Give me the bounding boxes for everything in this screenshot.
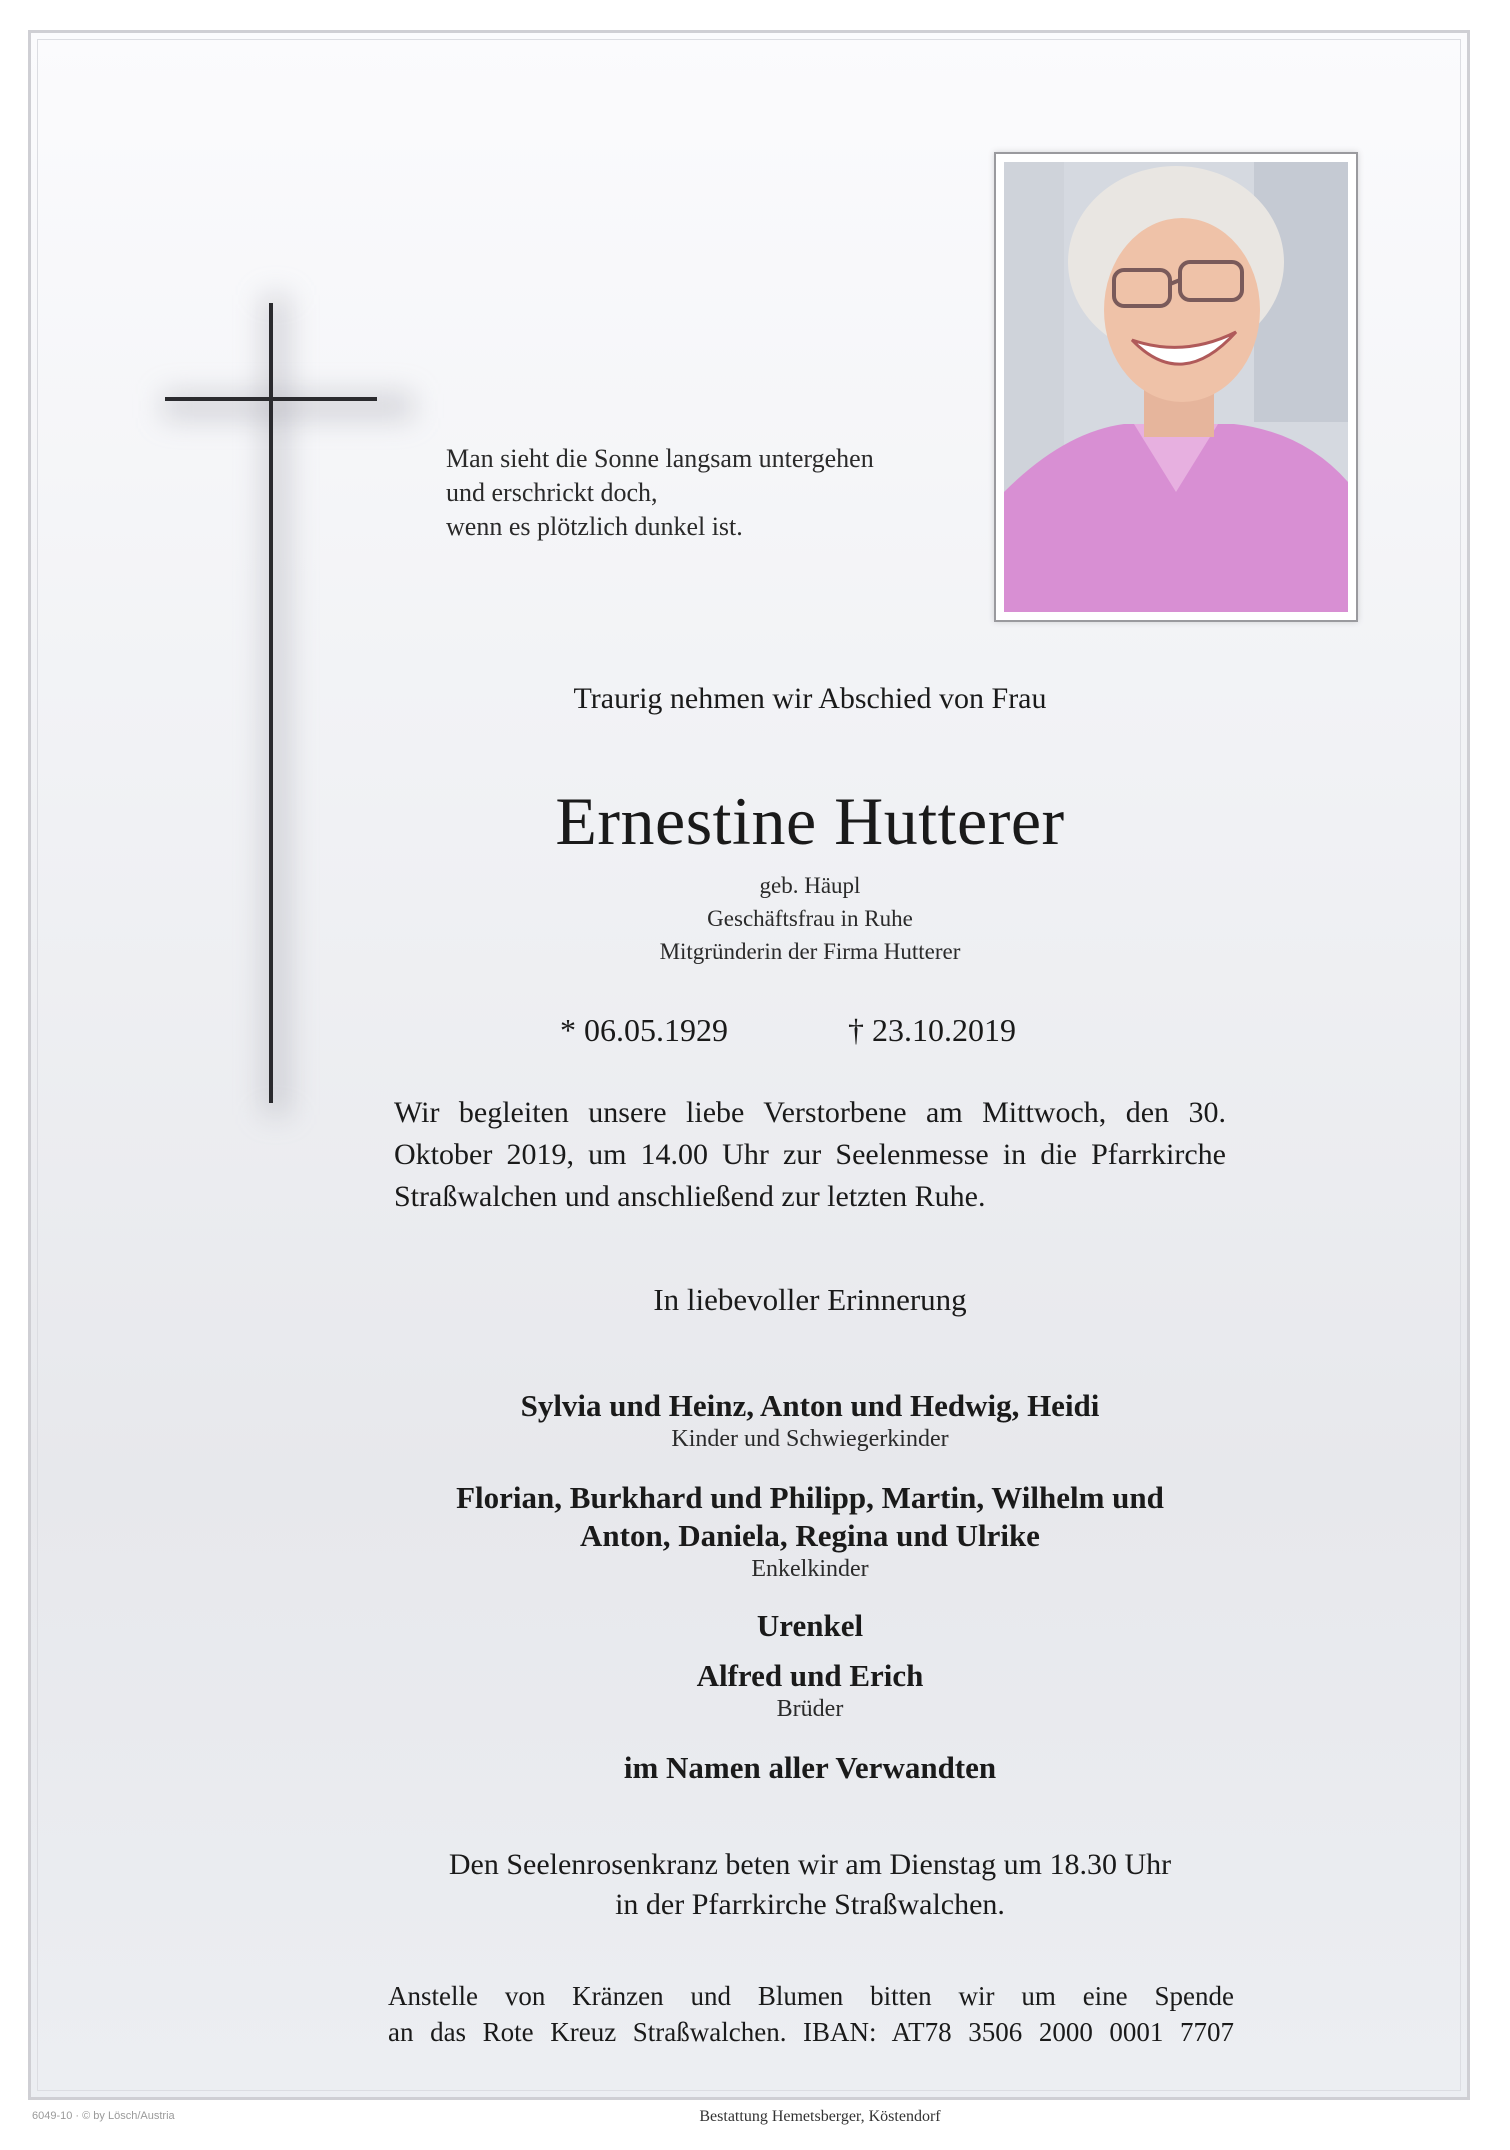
brothers-names: Alfred und Erich [696, 1658, 924, 1693]
quote-line: wenn es plötzlich dunkel ist. [446, 512, 743, 541]
donation-line: an das Rote Kreuz Straßwalchen. IBAN: AT78 3506 2000 0001 7707 [388, 2017, 1234, 2047]
great-grandchildren: Urenkel [756, 1608, 864, 1643]
children-role: Kinder und Schwiegerkinder [671, 1426, 949, 1452]
birth-date: * 06.05.1929 [560, 1012, 728, 1048]
funeral-home: Bestattung Hemetsberger, Köstendorf [699, 2108, 941, 2125]
company-role: Mitgründerin der Firma Hutterer [659, 939, 961, 964]
memory-heading: In liebevoller Erinnerung [653, 1282, 967, 1317]
relatives-line: im Namen aller Verwandten [623, 1750, 997, 1785]
occupation: Geschäftsfrau in Ruhe [707, 906, 913, 931]
grandchildren-names: Florian, Burkhard und Philipp, Martin, Wilhelm und [456, 1480, 1164, 1515]
grandchildren-role: Enkelkinder [751, 1556, 869, 1582]
quote [446, 442, 874, 544]
donation-line: Anstelle von Kränzen und Blumen bitten wir um eine Spende [388, 1981, 1234, 2011]
quote-line: Man sieht die Sonne langsam untergehen [446, 444, 874, 473]
grandchildren-names: Anton, Daniela, Regina und Ulrike [580, 1518, 1040, 1553]
birth-name: geb. Häupl [759, 873, 861, 898]
rosary-line: Den Seelenrosenkranz beten wir am Dienstag um 18.30 Uhr [448, 1848, 1172, 1881]
brothers-role: Brüder [776, 1696, 844, 1722]
children-names: Sylvia und Heinz, Anton und Hedwig, Heidi [520, 1388, 1100, 1423]
deceased-name: Ernestine Hutterer [555, 783, 1065, 859]
print-code: 6049-10 · © by Lösch/Austria [32, 2110, 175, 2122]
portrait-photo [1004, 162, 1348, 612]
portrait-frame [994, 152, 1358, 622]
quote-line: und erschrickt doch, [446, 478, 658, 507]
rosary-line: in der Pfarrkirche Straßwalchen. [615, 1888, 1005, 1921]
intro-text: Traurig nehmen wir Abschied von Frau [573, 682, 1047, 715]
death-date: † 23.10.2019 [848, 1012, 1016, 1048]
funeral-notice: Wir begleiten unsere liebe Verstorbene am Mittwoch, den 30. Oktober 2019, um 14.00 Uhr zur Seelenmesse in die Pfarrkirche Straßwalchen und anschließend zur letzten Ruhe. [394, 1096, 1226, 1213]
